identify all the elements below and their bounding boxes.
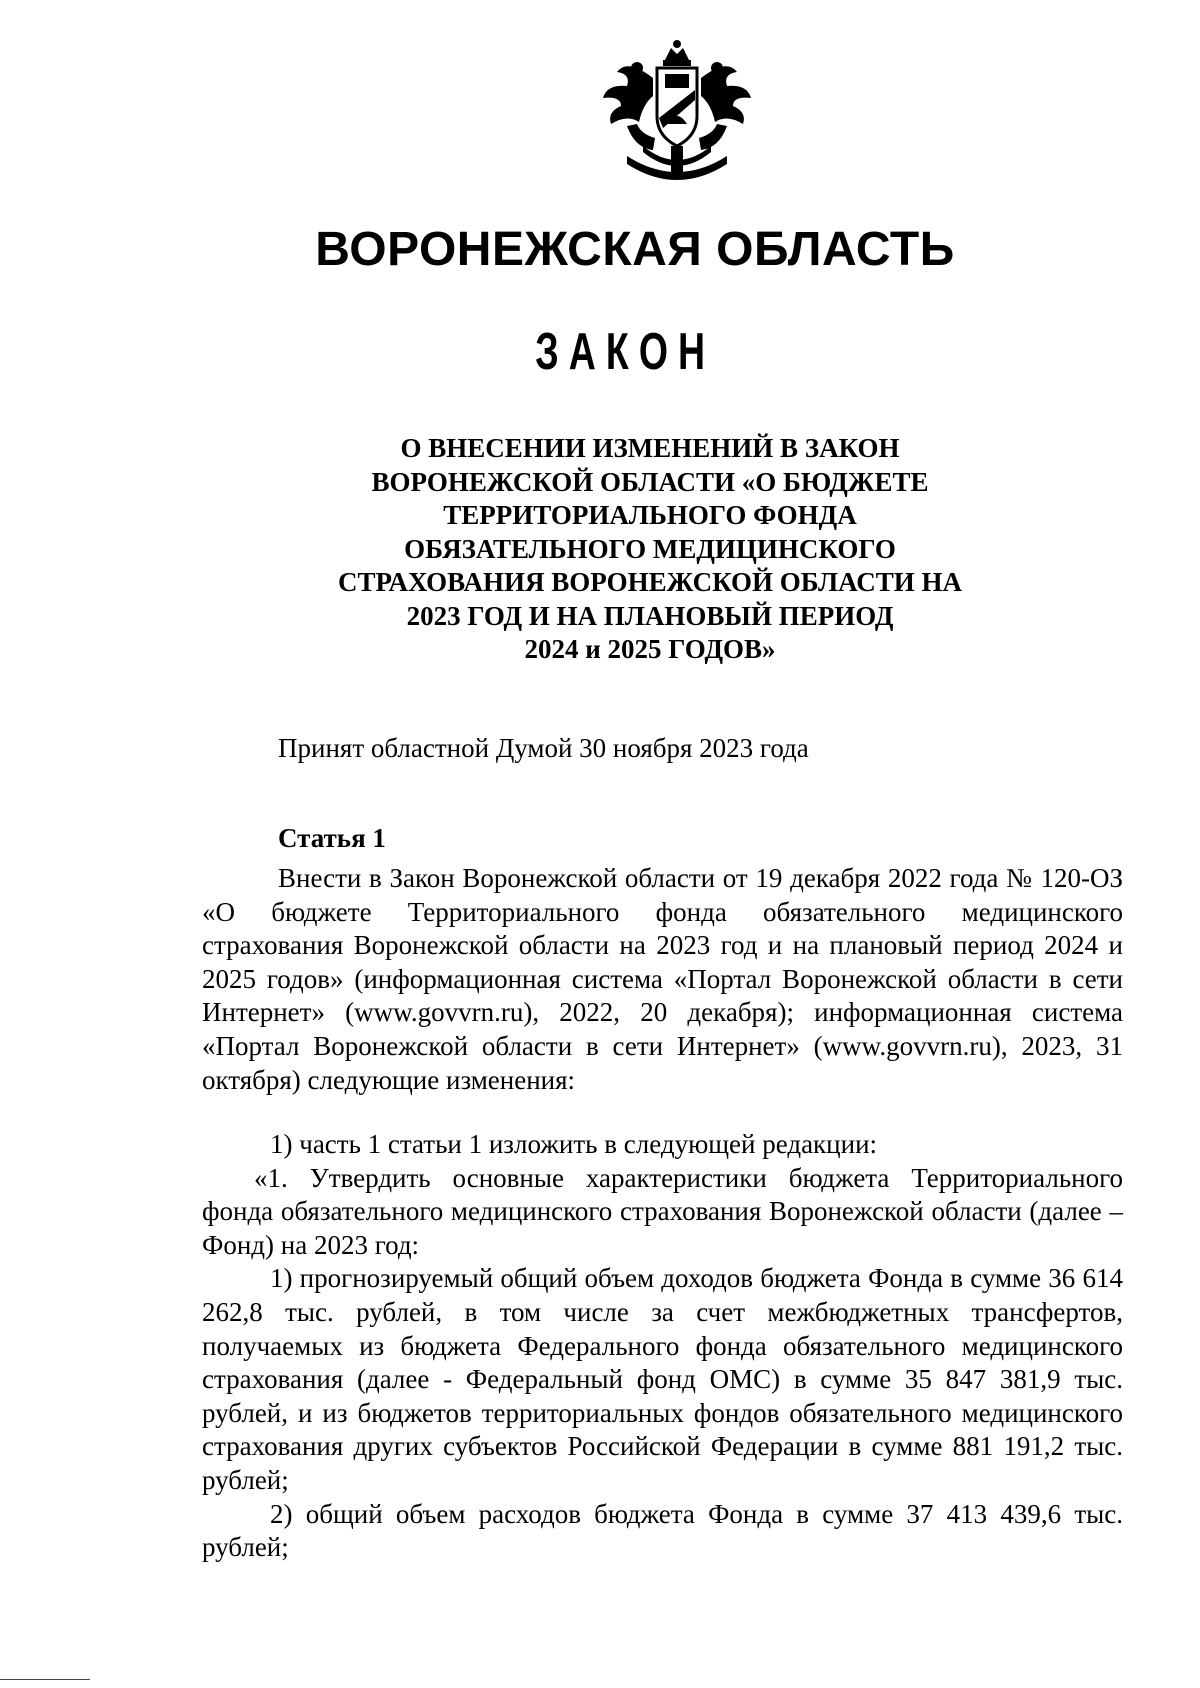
law-title-line: ВОРОНЕЖСКОЙ ОБЛАСТИ «О БЮДЖЕТЕ (371, 466, 929, 497)
document-type: ЗАКОН (535, 323, 716, 381)
law-title-line: СТРАХОВАНИЯ ВОРОНЕЖСКОЙ ОБЛАСТИ НА (338, 567, 962, 597)
adoption-date: Принят областной Думой 30 ноября 2023 года (278, 733, 809, 763)
list-item: 2) общий объем расходов бюджета Фонда в сумме 37 413 439,6 тыс. рублей; (202, 1498, 1123, 1563)
list-item: 1) прогнозируемый общий объем доходов бюджета Фонда в сумме 36 614 262,8 тыс. рублей, в том числе за счет межбюджетных трансфертов, получаемых из бюджета Федерального фонда обязательного медицинского страхования (далее - Федеральный фонд ОМС) в сумме 35 847 381,9 тыс. рублей, и из бюджетов территориальных фондов обязательного медицинского страхования других субъектов Российской Федерации в сумме 881 191,2 тыс. рублей; (202, 1263, 1123, 1495)
law-title-line: ОБЯЗАТЕЛЬНОГО МЕДИЦИНСКОГО (404, 533, 896, 564)
law-title-line: 2023 ГОД И НА ПЛАНОВЫЙ ПЕРИОД (406, 600, 894, 631)
law-title-line: О ВНЕСЕНИИ ИЗМЕНЕНИЙ В ЗАКОН (400, 433, 900, 463)
law-title (300, 432, 1000, 667)
article-intro-text: Внести в Закон Воронежской области от 19 декабря 2022 года № 120-ОЗ «О бюджете Территориального фонда обязательного медицинского страхования Воронежской области на 2023 год и на плановый период 2024 и 2025 годов» (информационная система «Портал Воронежской области в сети Интернет» (www.govvrn.ru), 2022, 20 декабря); информационная система «Портал Воронежской области в сети Интернет» (www.govvrn.ru), 2023, 31 октября) следующие изменения: (202, 863, 1123, 1095)
footer-divider (0, 1679, 90, 1680)
law-title-line: 2024 и 2025 ГОДОВ» (524, 634, 776, 664)
list-item: 1) часть 1 статьи 1 изложить в следующей редакции: (270, 1129, 878, 1159)
article-items (202, 1128, 1123, 1565)
article-heading: Статья 1 (278, 823, 386, 853)
list-item: «1. Утвердить основные характеристики бюджета Территориального фонда обязательного медицинского страхования Воронежской области (далее – Фонд) на 2023 год: (202, 1162, 1123, 1260)
law-title-line: ТЕРРИТОРИАЛЬНОГО ФОНДА (443, 500, 857, 530)
article-intro (202, 862, 1123, 1097)
region-name: ВОРОНЕЖСКАЯ ОБЛАСТЬ (315, 223, 955, 276)
coat-of-arms-emblem (587, 38, 767, 190)
